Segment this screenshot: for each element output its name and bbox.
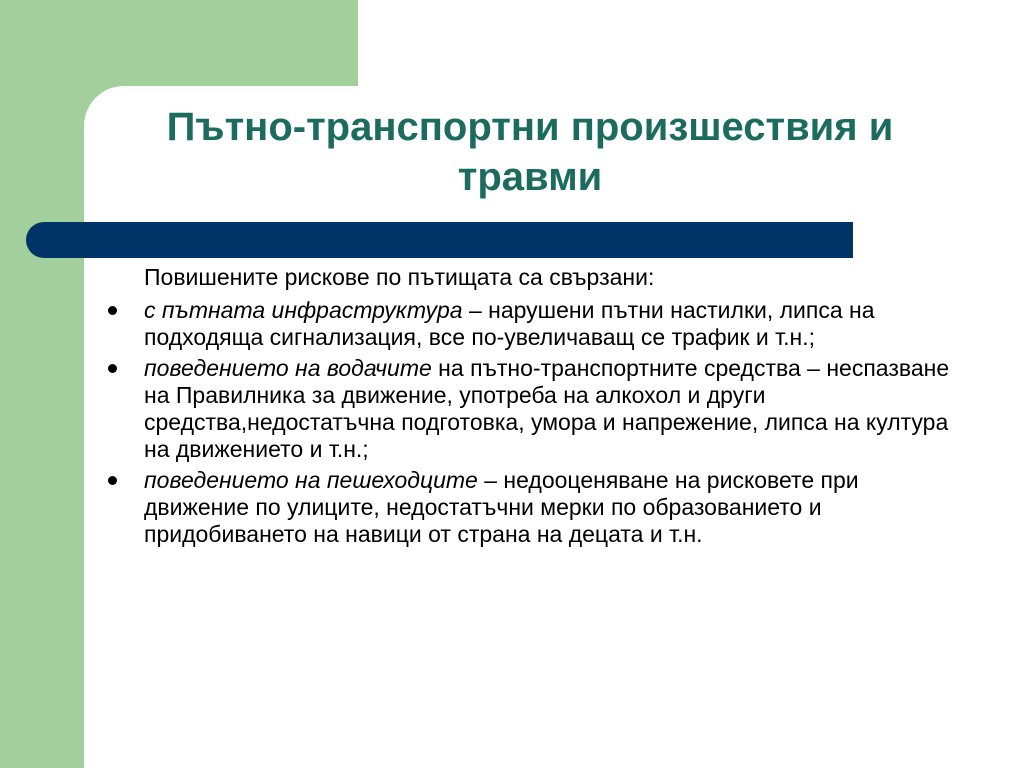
bullet-text: – нарушени пътни настилки, липса на подходяща сигнализация, все по-увеличаващ се трафик и т.н.;	[144, 297, 875, 350]
bullet-text: – недооценяване на рисковете при движение по улиците, недостатъчни мерки по образованието и придобиването на навици от страна на децата и т.н.	[144, 467, 859, 547]
bullet-item	[100, 355, 950, 463]
bullet-emphasis: поведението на пешеходците	[144, 467, 478, 493]
bullet-dot-icon	[108, 364, 117, 373]
bullet-item	[100, 297, 950, 351]
bullet-item	[100, 467, 950, 548]
bullet-dot-icon	[108, 306, 117, 315]
title-underline-bar	[26, 222, 853, 258]
slide-body	[100, 264, 950, 552]
slide-title: Пътно-транспортни произшествия и травми	[166, 105, 894, 199]
bullet-dot-icon	[108, 476, 117, 485]
bullet-emphasis: поведението на водачите	[144, 355, 432, 381]
bullet-text: на пътно-транспортните средства – неспазване на Правилника за движение, употреба на алкохол и други средства,недостатъчна подготовка, умора и напрежение, липса на култура на движението и т.н.;	[144, 355, 950, 462]
background-panel-top	[358, 0, 1024, 90]
intro-text: Повишените рискове по пътищата са свързани:	[144, 264, 655, 290]
bullet-emphasis: с пътната инфраструктура	[144, 297, 463, 323]
